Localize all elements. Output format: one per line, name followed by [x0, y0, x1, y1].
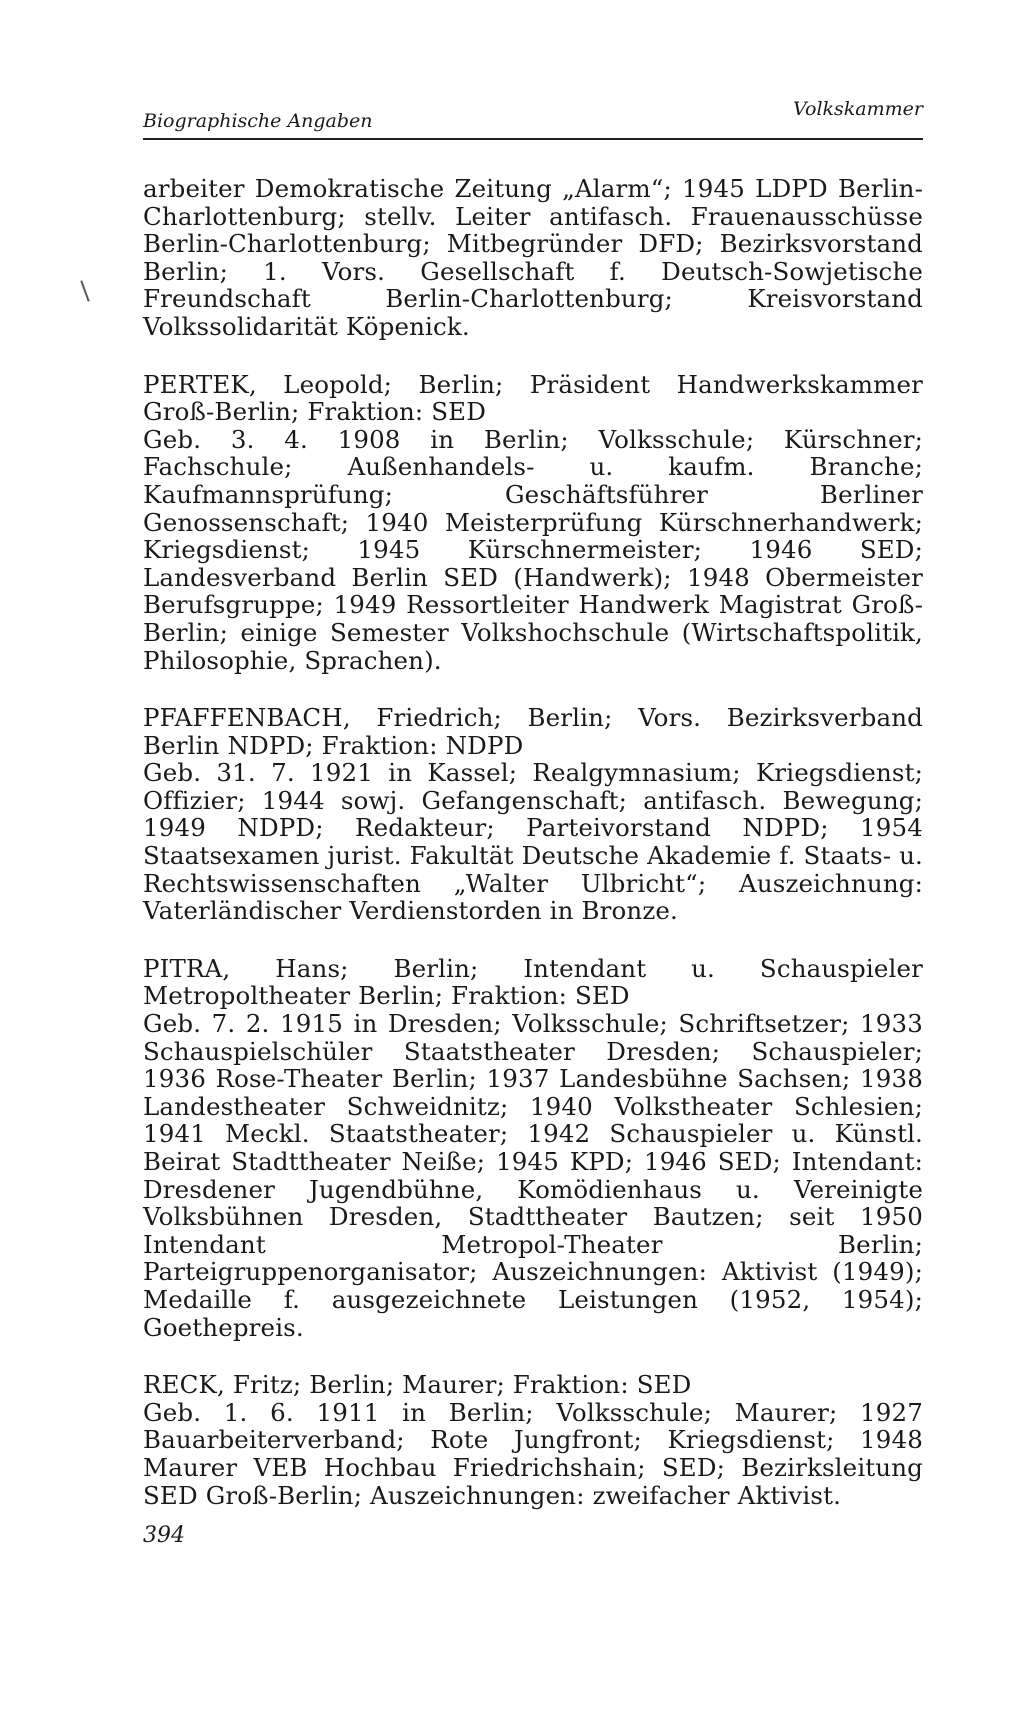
running-head-right: Volkskammer: [793, 98, 923, 120]
running-head: [143, 100, 923, 140]
page-number: 394: [143, 1523, 185, 1548]
entry-pertek: [143, 371, 923, 675]
entry-bio: Geb. 7. 2. 1915 in Dresden; Volksschule; Schriftsetzer; 1933 Schauspielschüler Staatstheater Dresden; Schauspieler; 1936 Rose-Theater Berlin; 1937 Landesbühne Sachsen; 1938 Landestheater Schweidnitz; 1940 Volkstheater Schlesien; 1941 Meckl. Staatstheater; 1942 Schauspieler u. Künstl. Beirat Stadttheater Neiße; 1945 KPD; 1946 SED; Intendant: Dresdener Jugendbühne, Komödienhaus u. Vereinigte Volksbühnen Dresden, Stadttheater Bautzen; seit 1950 Intendant Metropol-Theater Berlin; Parteigruppenorganisator; Auszeichnungen: Aktivist (1949); Medaille f. ausgezeichnete Leistungen (1952, 1954); Goethepreis.: [143, 1009, 923, 1342]
margin-mark: [80, 280, 89, 301]
running-head-left: Biographische Angaben: [143, 110, 373, 132]
entry-head: PERTEK, Leopold; Berlin; Präsident Handwerkskammer Groß-Berlin; Fraktion: SED: [143, 369, 923, 427]
entry-continued: [143, 175, 923, 341]
entry-head: RECK, Fritz; Berlin; Maurer; Fraktion: SED: [143, 1370, 692, 1400]
entry-pfaffenbach: [143, 704, 923, 925]
entry-reck: [143, 1371, 923, 1509]
entry-list: [143, 175, 923, 1509]
page: [143, 100, 923, 1539]
entry-head: PFAFFENBACH, Friedrich; Berlin; Vors. Bezirksverband Berlin NDPD; Fraktion: NDPD: [143, 703, 923, 760]
entry-bio: arbeiter Demokratische Zeitung „Alarm“; 1945 LDPD Berlin-Charlottenburg; stellv. Leiter antifasch. Frauenausschüsse Berlin-Charlottenburg; Mitbegründer DFD; Bezirksvorstand Berlin; 1. Vors. Gesellschaft f. Deutsch-Sowjetische Freundschaft Berlin-Charlottenburg; Kreisvorstand Volkssolidarität Köpenick.: [143, 174, 923, 341]
entry-bio: Geb. 1. 6. 1911 in Berlin; Volksschule; Maurer; 1927 Bauarbeiterverband; Rote Jungfront; Kriegsdienst; 1948 Maurer VEB Hochbau Friedrichshain; SED; Bezirksleitung SED Groß-Berlin; Auszeichnungen: zweifacher Aktivist.: [143, 1397, 923, 1510]
entry-head: PITRA, Hans; Berlin; Intendant u. Schauspieler Metropoltheater Berlin; Fraktion: SED: [143, 953, 923, 1011]
entry-pitra: [143, 955, 923, 1341]
entry-bio: Geb. 31. 7. 1921 in Kassel; Realgymnasium; Kriegsdienst; Offizier; 1944 sowj. Gefangenschaft; antifasch. Bewegung; 1949 NDPD; Redakteur; Parteivorstand NDPD; 1954 Staatsexamen jurist. Fakultät Deutsche Akademie f. Staats- u. Rechtswissenschaften „Walter Ulbricht“; Auszeichnung: Vaterländischer Verdienstorden in Bronze.: [143, 758, 923, 926]
entry-bio: Geb. 3. 4. 1908 in Berlin; Volksschule; Kürschner; Fachschule; Außenhandels- u. kaufm. Branche; Kaufmannsprüfung; Geschäftsführer Berliner Genossenschaft; 1940 Meisterprüfung Kürschnerhandwerk; Kriegsdienst; 1945 Kürschnermeister; 1946 SED; Landesverband Berlin SED (Handwerk); 1948 Obermeister Berufsgruppe; 1949 Ressortleiter Handwerk Magistrat Groß-Berlin; einige Semester Volkshochschule (Wirtschaftspolitik, Philosophie, Sprachen).: [143, 424, 923, 675]
